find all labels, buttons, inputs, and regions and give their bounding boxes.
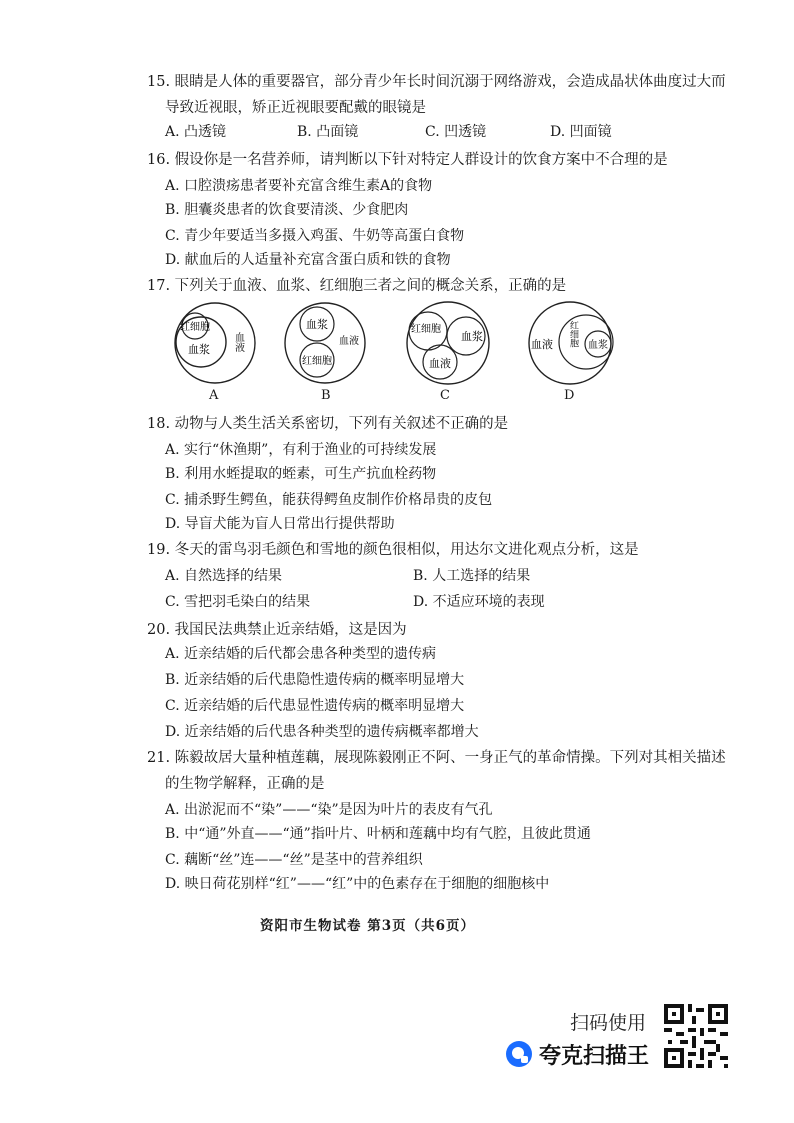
q18-stem: 18. 动物与人类生活关系密切，下列有关叙述不正确的是: [147, 416, 509, 432]
diagram-b-label-blood: 血液: [339, 336, 359, 347]
diagram-c-label-blood: 血液: [429, 357, 451, 370]
q21-option-d: D. 映日荷花别样“红”——“红”中的色素存在于细胞的细胞核中: [165, 876, 550, 892]
q21-stem-line2: 的生物学解释，正确的是: [165, 776, 325, 792]
diagram-b-label-plasma: 血浆: [306, 318, 328, 331]
q15-stem-line2: 导致近视眼，矫正近视眼要配戴的眼镜是: [165, 100, 426, 116]
q20-option-a: A. 近亲结婚的后代都会患各种类型的遗传病: [165, 646, 437, 662]
q16-stem: 16. 假设你是一名营养师，请判断以下针对特定人群设计的饮食方案中不合理的是: [147, 152, 668, 168]
diagram-d-letter: D: [564, 388, 575, 403]
q18-option-d: D. 导盲犬能为盲人日常出行提供帮助: [165, 516, 395, 532]
q16-option-b: B. 胆囊炎患者的饮食要清淡、少食肥肉: [165, 202, 409, 218]
diagram-b-label-rbc: 红细胞: [302, 356, 332, 367]
q20-stem: 20. 我国民法典禁止近亲结婚，这是因为: [147, 622, 407, 638]
q15-option-d: D. 凹面镜: [550, 124, 612, 140]
q19-stem: 19. 冬天的雷鸟羽毛颜色和雪地的颜色很相似，用达尔文进化观点分析，这是: [147, 542, 639, 558]
q15-option-c: C. 凹透镜: [425, 124, 487, 140]
diagram-c: [398, 300, 498, 386]
q15-option-a: A. 凸透镜: [165, 124, 227, 140]
q18-option-b: B. 利用水蛭提取的蛭素，可生产抗血栓药物: [165, 466, 437, 482]
diagram-a-label-rbc: 红细胞: [180, 322, 210, 333]
quark-logo-icon: [505, 1040, 533, 1068]
q16-option-d: D. 献血后的人适量补充富含蛋白质和铁的食物: [165, 252, 451, 268]
diagram-b: [283, 300, 367, 386]
q15-option-b: B. 凸面镜: [297, 124, 359, 140]
page-footer: 资阳市生物试卷 第3页（共6页）: [260, 918, 475, 934]
scan-caption: 扫码使用: [570, 1012, 647, 1034]
diagram-b-letter: B: [321, 388, 331, 403]
diagram-a-letter: A: [209, 388, 219, 403]
q21-stem-line1: 21. 陈毅故居大量种植莲藕，展现陈毅刚正不阿、一身正气的革命情操。下列对其相关描述: [147, 750, 726, 766]
q21-option-c: C. 藕断“丝”连——“丝”是茎中的营养组织: [165, 852, 423, 868]
q19-option-a: A. 自然选择的结果: [165, 568, 283, 584]
q17-stem: 17. 下列关于血液、血浆、红细胞三者之间的概念关系，正确的是: [147, 278, 567, 294]
diagram-a-label-blood: 血液: [232, 332, 244, 352]
q21-option-a: A. 出淤泥而不“染”——“染”是因为叶片的表皮有气孔: [165, 802, 493, 818]
q16-option-c: C. 青少年要适当多摄入鸡蛋、牛奶等高蛋白食物: [165, 228, 465, 244]
q18-option-a: A. 实行“休渔期”，有利于渔业的可持续发展: [165, 442, 437, 458]
q15-stem-line1: 15. 眼睛是人体的重要器官，部分青少年长时间沉溺于网络游戏，会造成晶状体曲度过大而: [147, 74, 726, 90]
scanner-brand: [505, 1037, 649, 1071]
qr-code-icon[interactable]: [664, 1004, 728, 1068]
q16-option-a: A. 口腔溃疡患者要补充富含维生素A的食物: [165, 178, 433, 194]
q20-option-d: D. 近亲结婚的后代患各种类型的遗传病概率都增大: [165, 724, 479, 740]
q20-option-c: C. 近亲结婚的后代患显性遗传病的概率明显增大: [165, 698, 465, 714]
q18-option-c: C. 捕杀野生鳄鱼，能获得鳄鱼皮制作价格昂贵的皮包: [165, 492, 493, 508]
diagram-c-label-rbc: 红细胞: [411, 324, 441, 335]
diagram-d: [522, 300, 620, 386]
q19-option-c: C. 雪把羽毛染白的结果: [165, 594, 311, 610]
q21-option-b: B. 中“通”外直——“通”指叶片、叶柄和莲藕中均有气腔，且彼此贯通: [165, 826, 591, 842]
diagram-a: [173, 300, 257, 386]
scanner-brand-name: 夸克扫描王: [539, 1043, 650, 1069]
diagram-a-label-plasma: 血浆: [188, 343, 210, 356]
diagram-d-label-rbc: 红细胞: [568, 320, 578, 348]
diagram-c-letter: C: [440, 388, 450, 403]
q19-option-d: D. 不适应环境的表现: [413, 594, 545, 610]
diagram-d-label-plasma: 血浆: [588, 340, 608, 351]
q19-option-b: B. 人工选择的结果: [413, 568, 531, 584]
diagram-c-label-plasma: 血浆: [461, 330, 483, 343]
q20-option-b: B. 近亲结婚的后代患隐性遗传病的概率明显增大: [165, 672, 465, 688]
diagram-d-label-blood: 血液: [531, 338, 553, 351]
